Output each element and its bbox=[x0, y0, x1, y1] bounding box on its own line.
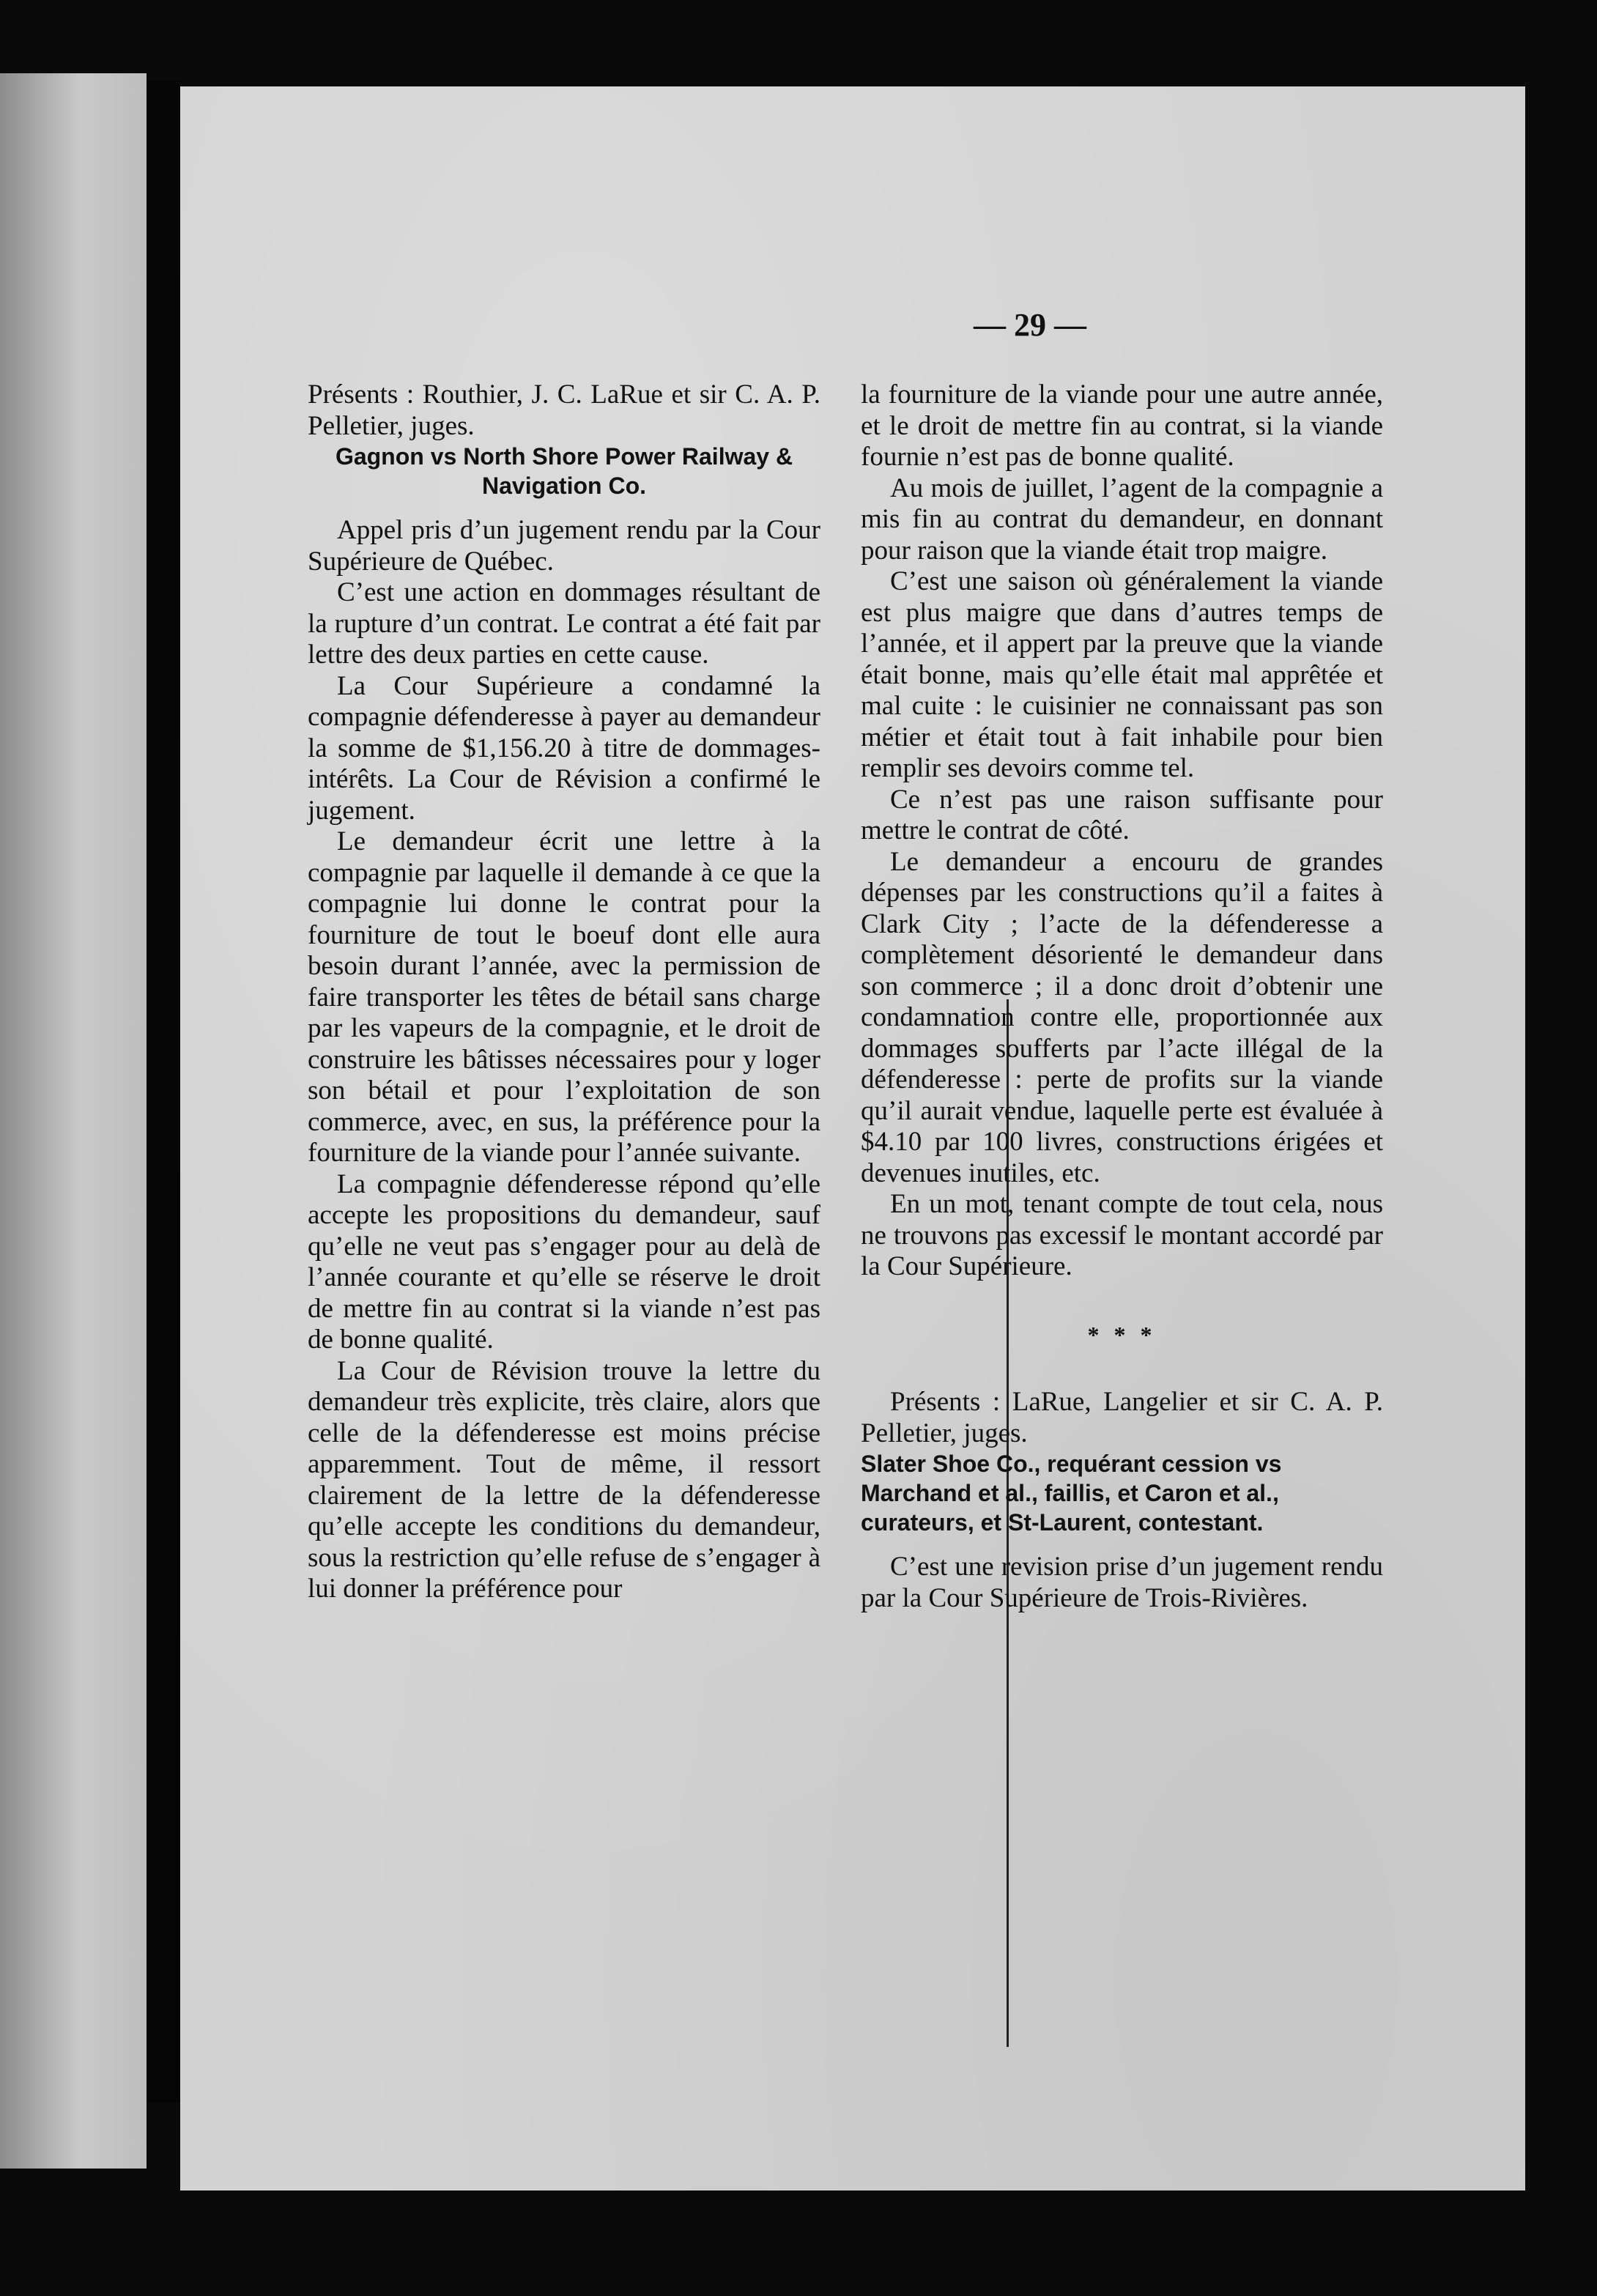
paragraph: En un mot, tenant compte de tout cela, nous ne trouvons pas excessif le montant accordé par la Cour Supérieure. bbox=[861, 1189, 1383, 1281]
right-column bbox=[861, 379, 1383, 1614]
paragraph: La compagnie défenderesse répond qu’elle accepte les propositions du demandeur, sauf qu’elle ne veut pas s’engager pour au delà de l’année courante et qu’elle se réserve le droit de mettre fin au contrat si la viande n’est pas de bonne qualité. bbox=[308, 1169, 820, 1355]
case-title: Gagnon vs North Shore Power Railway & Navigation Co. bbox=[335, 443, 793, 499]
section-separator: * * * bbox=[1087, 1321, 1157, 1348]
paragraph: Appel pris d’un jugement rendu par la Cour Supérieure de Québec. bbox=[308, 515, 820, 577]
judges-header: Présents : Routhier, J. C. LaRue et sir C. A. P. Pelletier, juges. bbox=[308, 379, 820, 441]
previous-page-edge bbox=[0, 73, 147, 2169]
scanned-page bbox=[180, 86, 1525, 2191]
paragraph: La Cour de Révision trouve la lettre du demandeur très explicite, très claire, alors que celle de la défenderesse est moins précise apparemment. Tout de même, il ressort clairement de la lettre de la défenderesse qu’elle accepte les conditions du demandeur, sous la restriction qu’elle refuse de s’engager à lui donner la préférence pour bbox=[308, 1355, 820, 1604]
binding-gutter bbox=[147, 81, 180, 2103]
paragraph: Le demandeur écrit une lettre à la compagnie par laquelle il demande à ce que la compagnie lui donne le contrat pour la fourniture de tout le boeuf dont elle aura besoin durant l’année, avec la permission de faire transporter les têtes de bétail sans charge par les vapeurs de la compagnie, et le droit de construire les bâtisses nécessaires pour y loger son bétail et pour l’exploitation de son commerce, avec, en sus, la préférence pour la fourniture de la viande pour l’année suivante. bbox=[308, 826, 820, 1168]
left-column bbox=[308, 379, 820, 1605]
paragraph: C’est une revision prise d’un jugement rendu par la Cour Supérieure de Trois-Rivières. bbox=[861, 1552, 1383, 1613]
paragraph: La Cour Supérieure a condamné la compagnie défenderesse à payer au demandeur la somme de $1,156.20 à titre de dommages-intérêts. La Cour de Révision a confirmé le jugement. bbox=[308, 670, 820, 826]
paragraph: C’est une saison où généralement la viande est plus maigre que dans d’autres temps de l’année, et il appert par la preuve que la viande était bonne, mais qu’elle était mal apprêtée et mal cuite : le cuisinier ne connaissant pas son métier et était tout à fait inhabile pour bien remplir ses devoirs comme tel. bbox=[861, 566, 1383, 783]
paragraph: Le demandeur a encouru de grandes dépenses par les constructions qu’il a faites à Clark City ; l’acte de la défenderesse a complètement désorienté le demandeur dans son commerce ; il a donc droit d’obtenir une condamnation contre elle, proportionnée aux dommages soufferts par l’acte illégal de la défenderesse : perte de profits sur la viande qu’il aurait vendue, laquelle perte est évaluée à $4.10 par 100 livres, constructions érigées et devenues inutiles, etc. bbox=[861, 846, 1383, 1188]
page-number: — 29 — bbox=[974, 307, 1086, 343]
case-title: Slater Shoe Co., requérant cession vs Marchand et al., faillis, et Caron et al., curateurs, et St-Laurent, contestant. bbox=[861, 1451, 1282, 1536]
paragraph: C’est une action en dommages résultant de la rupture d’un contrat. Le contrat a été fait par lettre des deux parties en cette cause. bbox=[308, 577, 820, 670]
paragraph: Ce n’est pas une raison suffisante pour mettre le contrat de côté. bbox=[861, 784, 1383, 845]
paragraph: la fourniture de la viande pour une autre année, et le droit de mettre fin au contrat, si la viande fournie n’est pas de bonne qualité. bbox=[861, 379, 1383, 472]
paragraph: Au mois de juillet, l’agent de la compagnie a mis fin au contrat du demandeur, en donnant pour raison que la viande était trop maigre. bbox=[861, 473, 1383, 566]
judges-header: Présents : LaRue, Langelier et sir C. A. P. Pelletier, juges. bbox=[861, 1387, 1383, 1448]
